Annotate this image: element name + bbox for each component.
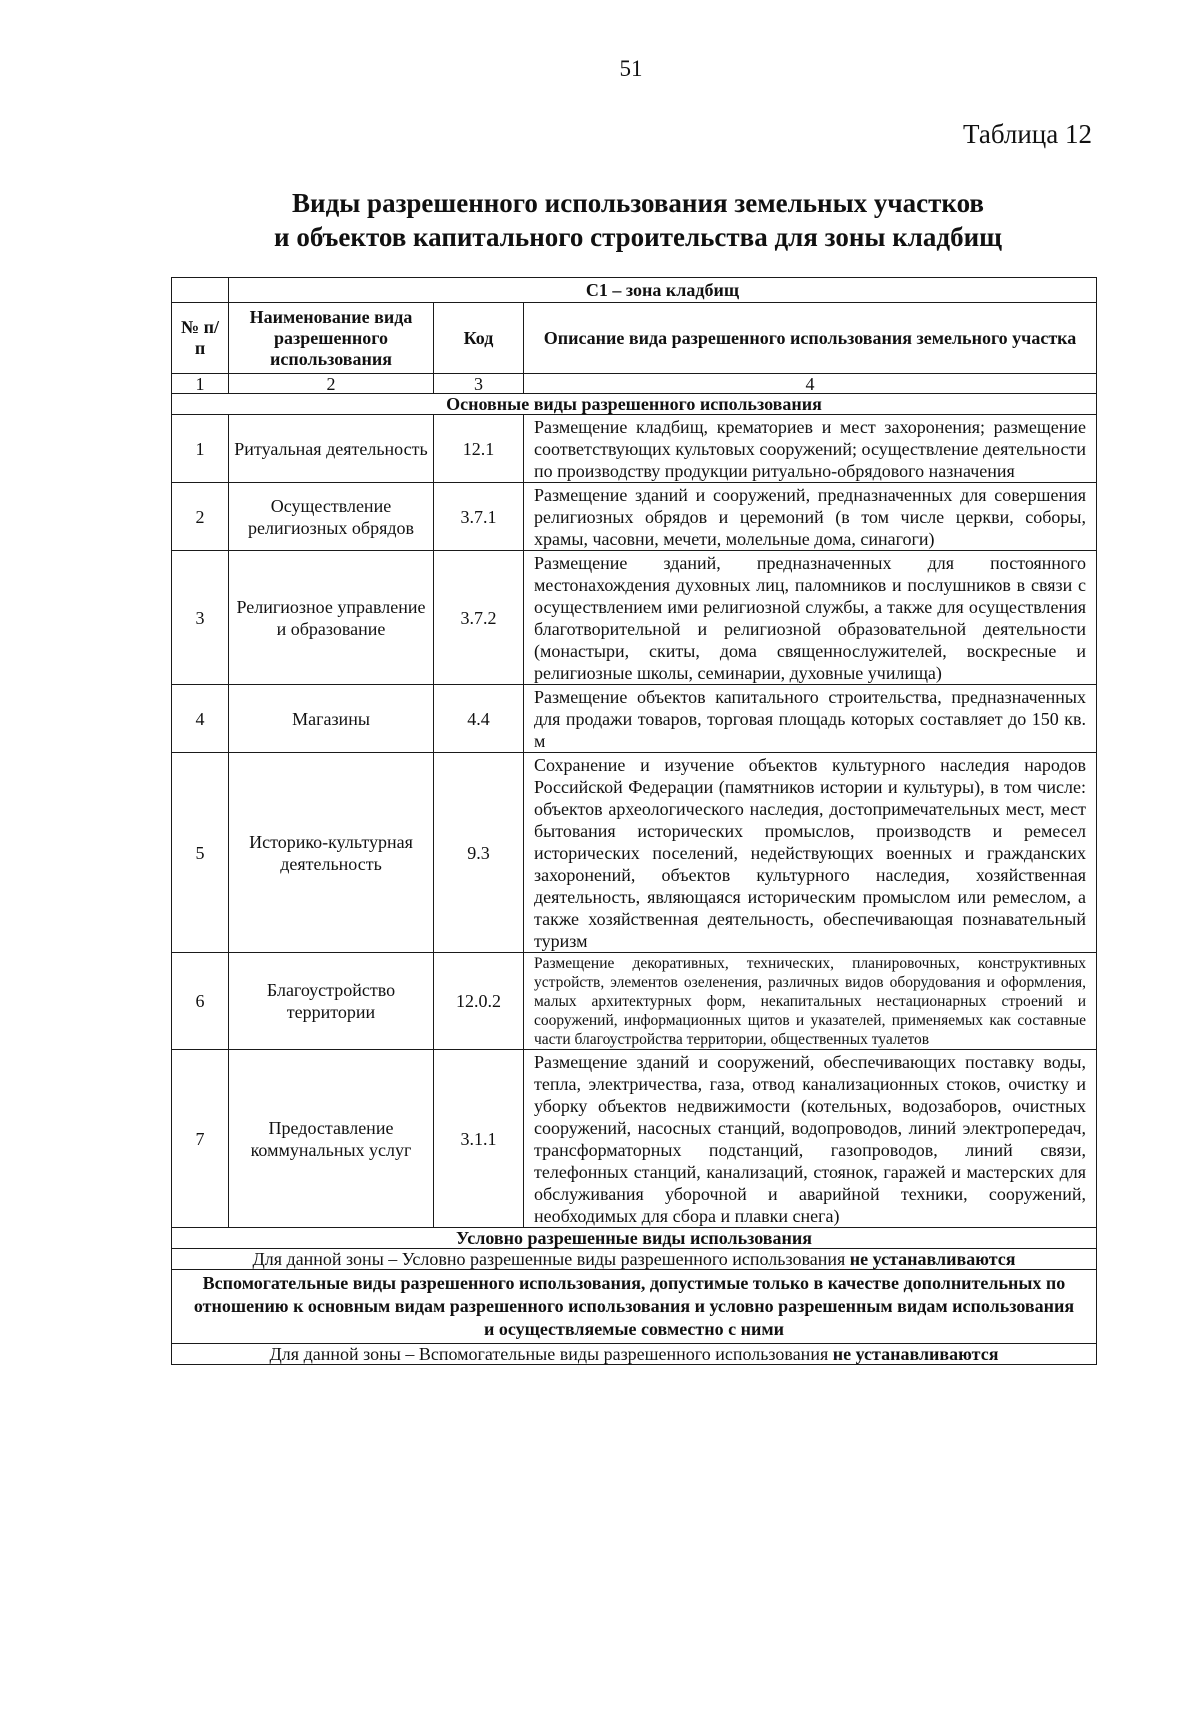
main-section-title: Основные виды разрешенного использования	[172, 394, 1097, 415]
use-code: 3.1.1	[434, 1050, 524, 1228]
use-name: Предоставление коммунальных услуг	[229, 1050, 434, 1228]
use-description: Размещение зданий и сооружений, обеспечивающих поставку воды, тепла, электричества, газа, отвод канализационных стоков, очистку и уборку объектов недвижимости (котельных, водозаборов, очистных сооружений, насосных станций, водопроводов, линий электропередач, трансформаторных подстанций, газопроводов, линий связи, телефонных станций, канализаций, стоянок, гаражей и мастерских для обслуживания уборочной и аварийной техники, сооружений, необходимых для сбора и плавки снега)	[524, 1050, 1097, 1228]
conditional-section-row	[172, 1228, 1097, 1249]
table-row	[172, 483, 1097, 551]
table-row	[172, 551, 1097, 685]
use-name: Историко-культурная деятельность	[229, 753, 434, 953]
auxiliary-section-row	[172, 1270, 1097, 1344]
use-description: Размещение кладбищ, крематориев и мест захоронения; размещение соответствующих культовых сооружений; осуществление деятельности по производству продукции ритуально-обрядового назначения	[524, 415, 1097, 483]
table-label: Таблица 12	[963, 119, 1092, 149]
use-description: Размещение зданий и сооружений, предназначенных для совершения религиозных обрядов и церемоний (в том числе церкви, соборы, храмы, часовни, мечети, молельные дома, синагоги)	[524, 483, 1097, 551]
table-row	[172, 415, 1097, 483]
document-title	[0, 186, 1200, 254]
row-number: 3	[172, 551, 229, 685]
use-description: Размещение объектов капитального строительства, предназначенных для продажи товаров, торговая площадь которых составляет до 150 кв. м	[524, 685, 1097, 753]
zone-title: С1 – зона кладбищ	[229, 278, 1097, 303]
use-code: 4.4	[434, 685, 524, 753]
use-name: Ритуальная деятельность	[229, 415, 434, 483]
row-number: 7	[172, 1050, 229, 1228]
use-description: Сохранение и изучение объектов культурного наследия народов Российской Федерации (памятников истории и культуры), в том числе: объектов археологического наследия, достопримечательных мест, мест бытования исторических промыслов, производств и ремесел исторических поселений, недействующих военных и гражданских захоронений, объектов культурного наследия, хозяйственная деятельность, являющаяся историческим промыслом или ремеслом, а также хозяйственная деятельность, обеспечивающая познавательный туризм	[524, 753, 1097, 953]
conditional-note-text: Для данной зоны – Условно разрешенные виды разрешенного использования	[252, 1248, 846, 1269]
row-number: 5	[172, 753, 229, 953]
use-description: Размещение декоративных, технических, планировочных, конструктивных устройств, элементов озеленения, различных видов оборудования и оформления, малых архитектурных форм, некапитальных нестационарных строений и сооружений, информационных щитов и указателей, применяемых как составные части благоустройства территории, общественных туалетов	[524, 953, 1097, 1050]
use-code: 9.3	[434, 753, 524, 953]
use-description: Размещение зданий, предназначенных для постоянного местонахождения духовных лиц, паломников и послушников в связи с осуществлением ими религиозной службы, а также для осуществления благотворительной и религиозной образовательной деятельности (монастыри, скиты, дома священнослужителей, воскресные и религиозные школы, семинарии, духовные училища)	[524, 551, 1097, 685]
auxiliary-section-title: Вспомогательные виды разрешенного использования, допустимые только в качестве дополнительных по отношению к основным видам разрешенного использования и условно разрешенным видам использования и осуществляемые совместно с ними	[172, 1270, 1097, 1344]
zone-header-row	[172, 278, 1097, 303]
row-number: 2	[172, 483, 229, 551]
column-number-row	[172, 374, 1097, 394]
column-header-row	[172, 303, 1097, 374]
use-code: 12.1	[434, 415, 524, 483]
auxiliary-note	[172, 1344, 1097, 1365]
auxiliary-note-status: не устанавливаются	[832, 1343, 999, 1364]
conditional-section-title: Условно разрешенные виды использования	[172, 1228, 1097, 1249]
table-row	[172, 953, 1097, 1050]
header-name: Наименование вида разрешенного использования	[229, 303, 434, 374]
header-description: Описание вида разрешенного использования земельного участка	[524, 303, 1097, 374]
column-number: 4	[524, 374, 1097, 394]
page-number: 51	[619, 56, 643, 81]
column-number: 2	[229, 374, 434, 394]
conditional-note-status: не устанавливаются	[849, 1248, 1016, 1269]
use-name: Магазины	[229, 685, 434, 753]
auxiliary-note-row	[172, 1344, 1097, 1365]
title-line-1: Виды разрешенного использования земельных участков	[292, 188, 984, 218]
main-section-row	[172, 394, 1097, 415]
header-num: № п/п	[172, 303, 229, 374]
use-name: Религиозное управление и образование	[229, 551, 434, 685]
conditional-note-row	[172, 1249, 1097, 1270]
row-number: 1	[172, 415, 229, 483]
header-code: Код	[434, 303, 524, 374]
table-row	[172, 685, 1097, 753]
row-number: 6	[172, 953, 229, 1050]
column-number: 3	[434, 374, 524, 394]
land-use-table	[171, 277, 1097, 1365]
column-number: 1	[172, 374, 229, 394]
use-code: 3.7.2	[434, 551, 524, 685]
table-row	[172, 1050, 1097, 1228]
auxiliary-note-text: Для данной зоны – Вспомогательные виды разрешенного использования	[269, 1343, 829, 1364]
use-code: 3.7.1	[434, 483, 524, 551]
use-name: Благоустройство территории	[229, 953, 434, 1050]
table-row	[172, 753, 1097, 953]
row-number: 4	[172, 685, 229, 753]
use-code: 12.0.2	[434, 953, 524, 1050]
conditional-note	[172, 1249, 1097, 1270]
title-line-2: и объектов капитального строительства для зоны кладбищ	[274, 222, 1002, 252]
use-name: Осуществление религиозных обрядов	[229, 483, 434, 551]
